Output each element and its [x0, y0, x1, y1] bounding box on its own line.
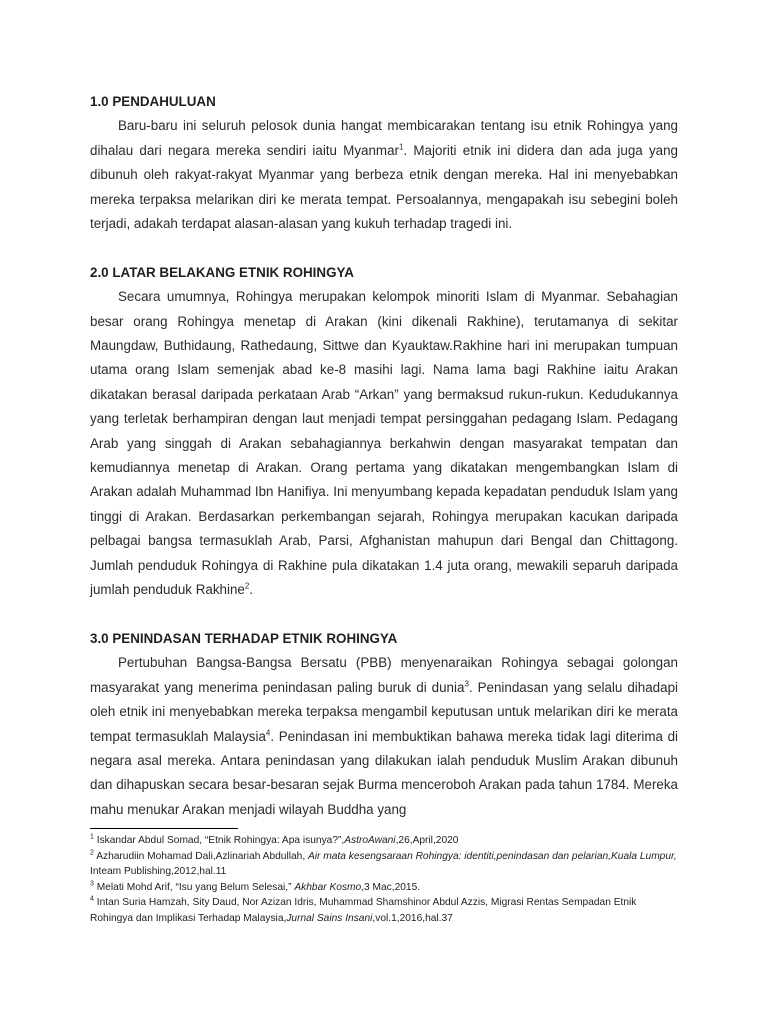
footnote-text: Inteam Publishing,2012,hal.11	[90, 866, 227, 878]
footnotes	[90, 828, 678, 927]
footnote-source: Air mata kesengsaraan Rohingya: identiti,penindasan dan pelarian,Kuala Lumpur,	[307, 850, 677, 862]
footnote-number: 2	[90, 849, 94, 857]
footnote-3	[90, 880, 678, 896]
footnote-number: 4	[90, 895, 94, 903]
footnote-number: 1	[90, 833, 94, 841]
paragraph-pendahuluan	[90, 114, 678, 236]
footnote-ref-3[interactable]: 3	[464, 679, 469, 689]
footnote-text: ,3 Mac,2015.	[361, 881, 421, 893]
body-content	[90, 90, 678, 822]
footnote-ref-1[interactable]: 1	[398, 142, 404, 152]
footnote-ref-2[interactable]: 2	[244, 581, 250, 591]
paragraph-text: . Penindasan yang selalu dihadapi oleh etnik ini menyebabkan mereka terpaksa mengambil keputusan untuk melarikan diri ke merata tempat termasuklah Malaysia	[90, 679, 678, 744]
paragraph-text: . Majoriti etnik ini didera dan ada juga yang dibunuh oleh rakyat-rakyat Myanmar yang berbeza etnik dengan mereka. Hal ini menyebabkan mereka terpaksa melarikan diri ke merata tempat. Persoalannya, mengapakah isu sebegini boleh terjadi, adakah terdapat alasan-alasan yang kukuh terhadap tragedi ini.	[90, 142, 678, 232]
footnote-source: AstroAwani	[344, 835, 396, 846]
footnote-4	[90, 895, 678, 926]
footnote-text: Azharudiin Mohamad Dali,Azlinariah Abdullah,	[96, 850, 308, 862]
footnote-text: Intan Suria Hamzah, Sity Daud, Nor Azizan Idris, Muhammad Shamshinor Abdul Azzis, Migrasi Rentas Sempadan Etnik Rohingya dan Implikasi Terhadap Malaysia,	[90, 897, 637, 924]
paragraph-penindasan	[90, 651, 678, 822]
section-heading-pendahuluan: 1.0 PENDAHULUAN	[90, 94, 216, 109]
footnote-text: ,26,April,2020	[395, 835, 459, 846]
paragraph-latar-belakang	[90, 285, 678, 602]
footnote-text: Melati Mohd Arif, “Isu yang Belum Selesai,”	[96, 881, 295, 893]
footnote-text: ,vol.1,2016,hal.37	[372, 912, 453, 924]
paragraph-text: Secara umumnya, Rohingya merupakan kelompok minoriti Islam di Myanmar. Sebahagian besar orang Rohingya menetap di Arakan (kini dikenali Rakhine), terutamanya di sekitar Maungdaw, Buthidaung, Rathedaung, Sittwe dan Kyauktaw.Rakhine hari ini merupakan tumpuan utama orang Islam semenjak abad ke-8 masihi lagi. Nama lama bagi Rakhine iaitu Arakan dikatakan berasal daripada perkataan Arab “Arkan” yang bermaksud rukun-rukun. Kedudukannya yang terletak berhampiran dengan laut menjadi tempat persinggahan pedagang Islam. Pedagang Arab yang singgah di Arakan sebahagiannya berkahwin dengan masyarakat tempatan dan kemudiannya menetap di Arakan. Orang pertama yang dikatakan mengembangkan Islam di Arakan adalah Muhammad Ibn Hanifiya. Ini menyumbang kepada kepadatan penduduk Islam yang tinggi di Arakan. Berdasarkan perkembangan sejarah, Rohingya merupakan kacukan daripada pelbagai bangsa termasuklah Arab, Parsi, Afghanistan mahupun dari Bengal dan Chittagong. Jumlah penduduk Rohingya di Rakhine pula dikatakan 1.4 juta orang, mewakili separuh daripada jumlah penduduk Rakhine	[90, 289, 678, 598]
footnote-2	[90, 849, 678, 880]
footnote-1	[90, 833, 678, 849]
section-heading-penindasan: 3.0 PENINDASAN TERHADAP ETNIK ROHINGYA	[90, 630, 398, 646]
footnote-text: Iskandar Abdul Somad, “Etnik Rohingya: Apa isunya?”,	[96, 835, 345, 846]
footnote-number: 3	[90, 880, 94, 888]
paragraph-text: Pertubuhan Bangsa-Bangsa Bersatu (PBB) menyenaraikan Rohingya sebagai golongan masyarakat yang menerima penindasan paling buruk di dunia	[90, 655, 678, 695]
footnote-divider	[90, 828, 238, 829]
paragraph-text: . Penindasan ini membuktikan bahawa mereka tidak lagi diterima di negara asal mereka. Antara penindasan yang dilakukan ialah penduduk Muslim Arakan dibunuh dan dihapuskan secara besar-besaran sejak Burma menceroboh Arakan pada tahun 1784. Mereka mahu menukar Arakan menjadi wilayah Buddha yang	[90, 728, 678, 817]
footnote-source: Jurnal Sains Insani	[286, 912, 373, 924]
footnote-source: Akhbar Kosmo	[294, 881, 362, 893]
footnote-ref-4[interactable]: 4	[265, 728, 271, 738]
paragraph-text: Baru-baru ini seluruh pelosok dunia hangat membicarakan tentang isu etnik Rohingya yang dihalau dari negara mereka sendiri iaitu Myanmar	[90, 118, 678, 158]
paragraph-text: .	[249, 582, 254, 598]
section-heading-latar-belakang: 2.0 LATAR BELAKANG ETNIK ROHINGYA	[90, 264, 354, 280]
